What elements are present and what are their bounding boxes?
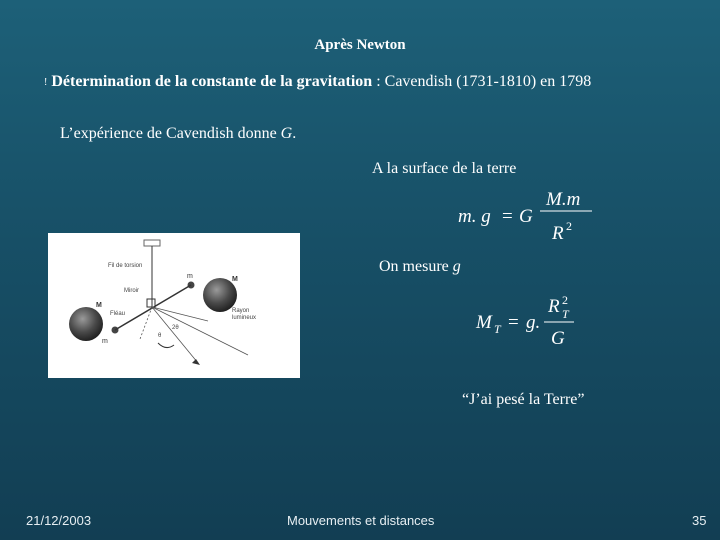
large-sphere-right bbox=[203, 278, 237, 312]
angle-arc bbox=[158, 343, 174, 348]
measure-var: g bbox=[452, 258, 461, 275]
label-fil: Fil de torsion bbox=[108, 263, 143, 269]
measure-text: On mesure bbox=[379, 258, 453, 275]
formula-earth-eq: = bbox=[508, 312, 519, 333]
formula-earth-lhs-sub: T bbox=[494, 322, 501, 336]
label-m-bottom: m bbox=[102, 338, 108, 345]
label-M-right: M bbox=[232, 276, 238, 283]
arrow-head-icon bbox=[192, 359, 200, 365]
label-rayon: Rayon bbox=[232, 308, 250, 314]
cavendish-diagram bbox=[48, 233, 300, 378]
bullet-icon: ! bbox=[44, 76, 48, 88]
label-fleau: Fléau bbox=[110, 311, 126, 317]
formula-earth-num-sub: T bbox=[562, 307, 569, 321]
mirror bbox=[147, 299, 155, 307]
formula-gravity-eq: = bbox=[502, 206, 513, 227]
footer-page-number: 35 bbox=[692, 513, 707, 528]
heading bbox=[44, 73, 591, 91]
cavendish-result-end: . bbox=[292, 125, 297, 142]
formula-gravity-G: G bbox=[519, 206, 533, 227]
footer-date: 21/12/2003 bbox=[26, 513, 92, 528]
large-sphere-left bbox=[69, 307, 103, 341]
formula-earth-num-exp: 2 bbox=[562, 293, 568, 307]
support-block bbox=[144, 240, 160, 246]
cavendish-result-text: L’expérience de Cavendish donne bbox=[60, 125, 281, 142]
surface-label: A la surface de la terre bbox=[372, 160, 517, 177]
formula-earth-mass bbox=[470, 290, 590, 350]
slide-title: Après Newton bbox=[314, 37, 406, 53]
formula-gravity-exp: 2 bbox=[566, 219, 572, 233]
heading-rest: : Cavendish (1731-1810) en 1798 bbox=[372, 73, 592, 90]
formula-earth-num: R bbox=[548, 296, 560, 317]
formula-gravity bbox=[452, 186, 602, 246]
quote: “J’ai pesé la Terre” bbox=[462, 391, 585, 408]
formula-earth-g: g. bbox=[526, 312, 541, 333]
label-lumineux: lumineux bbox=[232, 315, 257, 321]
label-M-left: M bbox=[96, 302, 102, 309]
footer-title: Mouvements et distances bbox=[287, 513, 435, 528]
formula-gravity-lhs: m. g bbox=[458, 206, 491, 227]
label-m-top: m bbox=[187, 273, 193, 280]
light-ray bbox=[152, 307, 208, 321]
cavendish-result bbox=[60, 125, 296, 143]
formula-earth-den: G bbox=[551, 328, 565, 349]
label-angle: 2θ bbox=[172, 325, 179, 331]
label-theta: θ bbox=[158, 333, 162, 339]
label-miroir: Miroir bbox=[124, 288, 139, 294]
formula-gravity-den: R bbox=[552, 223, 564, 244]
heading-bold: Détermination de la constante de la gravitation bbox=[51, 73, 373, 90]
cavendish-result-var: G bbox=[280, 125, 293, 142]
cavendish-diagram-svg bbox=[48, 233, 300, 378]
measure-label bbox=[379, 258, 461, 276]
formula-gravity-num: M.m bbox=[546, 189, 581, 210]
formula-earth-lhs: M bbox=[476, 312, 492, 333]
